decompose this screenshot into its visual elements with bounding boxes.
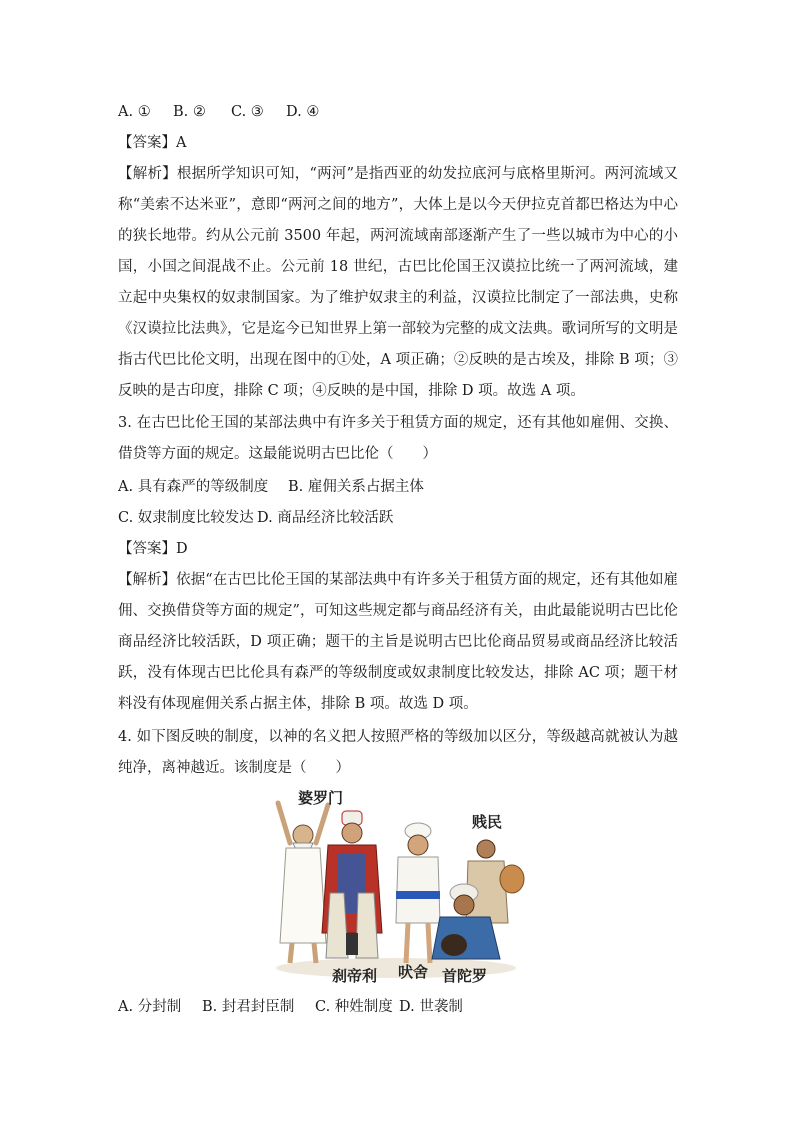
q4-option-a: A. 分封制 bbox=[118, 999, 182, 1015]
q4-option-c: C. 种姓制度 bbox=[315, 999, 393, 1015]
q4-options bbox=[118, 997, 463, 1017]
q2-option-a: A. ① bbox=[118, 104, 151, 120]
q2-option-b: B. ② bbox=[173, 104, 206, 120]
q3-stem: 3. 在古巴比伦王国的某部法典中有许多关于租赁方面的规定，还有其他如雇佣、交换、借贷等方面的规定。这最能说明古巴比伦（ ） bbox=[118, 415, 678, 462]
q3-analysis: 【解析】依据“在古巴比伦王国的某部法典中有许多关于租赁方面的规定，还有其他如雇佣、交换借贷等方面的规定”，可知这些规定都与商品经济有关，由此最能说明古巴比伦商品经济比较活跃，D 项正确；题干的主旨是说明古巴比伦商品贸易或商品经济比较活跃，没有体现古巴比伦具有森严的等级制度或奴隶制度比较发达，排除 AC 项；题干材料没有体现雇佣关系占据主体，排除 B 项。故选 D 项。 bbox=[118, 572, 678, 712]
kshatriya-figure bbox=[322, 811, 382, 958]
q4-option-d: D. 世袭制 bbox=[399, 999, 463, 1015]
q3-option-a: A. 具有森严的等级制度 bbox=[118, 479, 269, 495]
label-shudra: 首陀罗 bbox=[442, 967, 488, 985]
q3-option-d: D. 商品经济比较活跃 bbox=[257, 510, 394, 526]
q3-options-row2 bbox=[118, 508, 393, 528]
vaishya-figure bbox=[396, 823, 440, 963]
q2-analysis: 【解析】根据所学知识可知，“两河”是指西亚的幼发拉底河与底格里斯河。两河流域又称“美索不达米亚”，意即“两河之间的地方”，大体上是以今天伊拉克首都巴格达为中心的狭长地带。约从公元前 3500 年起，两河流域南部逐渐产生了一些以城市为中心的小国，小国之间混战不止。公元前 18 世纪，古巴比伦国王汉谟拉比统一了两河流域，建立起中央集权的奴隶制国家。为了维护奴隶主的利益，汉谟拉比制定了一部法典，史称《汉谟拉比法典》，它是迄今已知世界上第一部较为完整的成文法典。歌词所写的文明是指古代巴比伦文明，出现在图中的①处，A 项正确；②反映的是古埃及，排除 B 项；③反映的是古印度，排除 C 项；④反映的是中国，排除 D 项。故选 A 项。 bbox=[118, 166, 678, 399]
untouchable-figure bbox=[466, 840, 524, 923]
label-brahmin: 婆罗门 bbox=[298, 789, 344, 807]
q2-option-c: C. ③ bbox=[231, 104, 264, 120]
q3-answer: 【答案】D bbox=[118, 541, 188, 557]
q4-option-b: B. 封君封臣制 bbox=[202, 999, 295, 1015]
q3-option-b: B. 雇佣关系占据主体 bbox=[288, 479, 424, 495]
brahmin-figure bbox=[278, 803, 328, 963]
q3-options-row1 bbox=[118, 477, 424, 497]
caste-illustration bbox=[268, 783, 526, 983]
label-vaishya: 吠舍 bbox=[398, 963, 429, 981]
label-untouchable: 贱民 bbox=[472, 813, 503, 831]
q2-options bbox=[118, 102, 319, 122]
q2-answer: 【答案】A bbox=[118, 135, 187, 151]
label-kshatriya: 刹帝利 bbox=[332, 967, 378, 985]
q2-option-d: D. ④ bbox=[286, 104, 320, 120]
q4-stem: 4. 如下图反映的制度，以神的名义把人按照严格的等级加以区分，等级越高就被认为越纯净，离神越近。该制度是（ ） bbox=[118, 729, 678, 776]
q3-option-c: C. 奴隶制度比较发达 bbox=[118, 510, 254, 526]
